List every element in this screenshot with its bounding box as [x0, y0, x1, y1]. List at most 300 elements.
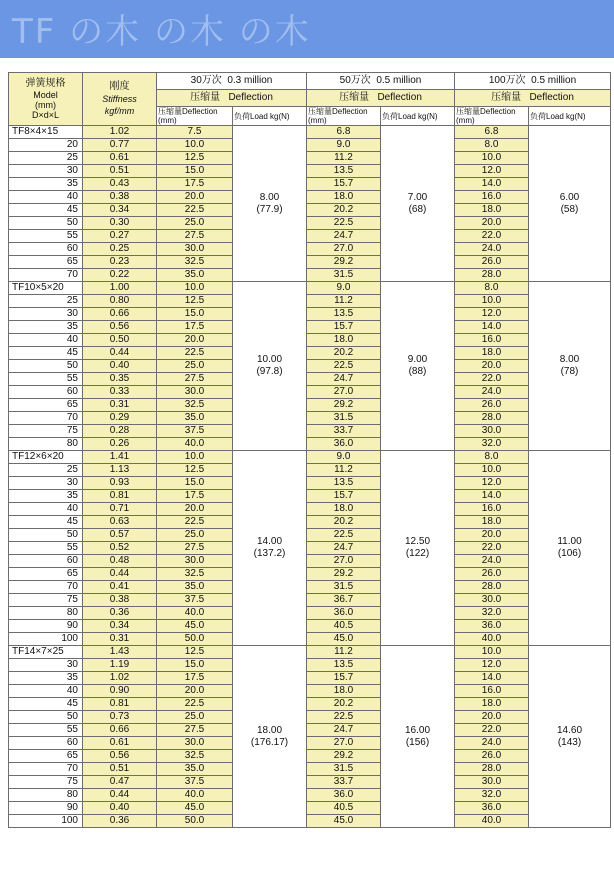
- length-cell: 70: [9, 581, 83, 594]
- table-row: [9, 711, 611, 724]
- load-newton: (78): [560, 366, 579, 377]
- deflection-cell: 30.0: [455, 425, 529, 438]
- table-row: [9, 386, 611, 399]
- group-header-en: 0.5 million: [531, 75, 577, 86]
- deflection-cell: 20.0: [157, 503, 233, 516]
- deflection-cell: 27.5: [157, 230, 233, 243]
- deflection-cell: 25.0: [157, 711, 233, 724]
- deflection-cell: 20.0: [455, 529, 529, 542]
- length-cell: 80: [9, 789, 83, 802]
- table-row: [9, 256, 611, 269]
- deflection-cell: 40.0: [157, 607, 233, 620]
- load-value: 6.00: [559, 191, 580, 203]
- length-cell: 70: [9, 412, 83, 425]
- deflection-cell: 22.5: [157, 516, 233, 529]
- table-row: [9, 594, 611, 607]
- group-header-cn: 30万次: [190, 75, 222, 86]
- deflection-cell: 10.0: [157, 282, 233, 295]
- stiffness-cell: 0.57: [83, 529, 157, 542]
- deflection-cell: 40.5: [307, 802, 381, 815]
- length-cell: 55: [9, 230, 83, 243]
- length-cell: 30: [9, 308, 83, 321]
- load-value: 14.00: [256, 536, 283, 547]
- deflection-cell: 13.5: [307, 477, 381, 490]
- table-row: [9, 191, 611, 204]
- deflection-cell: 14.0: [455, 490, 529, 503]
- table-row: [9, 503, 611, 516]
- stiffness-cell: 0.29: [83, 412, 157, 425]
- deflection-cell: 40.0: [455, 633, 529, 646]
- deflection-cell: 12.0: [455, 308, 529, 321]
- stiffness-cell: 0.51: [83, 763, 157, 776]
- deflection-cell: 33.7: [307, 425, 381, 438]
- deflection-cell: 27.5: [157, 542, 233, 555]
- load-newton: (156): [405, 736, 430, 748]
- deflection-cell: 20.0: [455, 711, 529, 724]
- stiffness-cell: 0.44: [83, 789, 157, 802]
- deflection-cell: 12.5: [157, 646, 233, 659]
- deflection-cell: 10.0: [455, 464, 529, 477]
- deflection-cell: 32.5: [157, 256, 233, 269]
- load-newton: (176.17): [250, 736, 289, 748]
- deflection-cell: 30.0: [455, 776, 529, 789]
- length-cell: 35: [9, 672, 83, 685]
- table-row: [9, 802, 611, 815]
- deflection-cell: 15.7: [307, 672, 381, 685]
- load-newton: (68): [408, 203, 427, 215]
- table-row: [9, 126, 611, 139]
- stiffness-cell: 0.81: [83, 490, 157, 503]
- load-value: 9.00: [407, 354, 428, 365]
- deflection-cell: 20.0: [455, 217, 529, 230]
- table-row: [9, 698, 611, 711]
- load-newton: (77.9): [256, 203, 283, 215]
- deflection-cell: 37.5: [157, 776, 233, 789]
- length-cell: 45: [9, 516, 83, 529]
- table-row: [9, 230, 611, 243]
- deflection-cell: 45.0: [157, 802, 233, 815]
- table-row: [9, 737, 611, 750]
- model-cell: TF8×4×15: [9, 126, 83, 139]
- deflection-cell: 32.5: [157, 750, 233, 763]
- sub-header-load: 负荷Load kg(N): [529, 107, 611, 126]
- length-cell: 20: [9, 139, 83, 152]
- deflection-cell: 27.0: [307, 243, 381, 256]
- stiffness-cell: 0.43: [83, 178, 157, 191]
- length-cell: 75: [9, 594, 83, 607]
- length-cell: 45: [9, 698, 83, 711]
- deflection-cell: 32.5: [157, 399, 233, 412]
- deflection-cell: 22.5: [307, 360, 381, 373]
- deflection-cell: 22.5: [157, 204, 233, 217]
- deflection-cell: 27.0: [307, 555, 381, 568]
- stiffness-cell: 0.63: [83, 516, 157, 529]
- stiffness-cell: 0.73: [83, 711, 157, 724]
- sub-header-deflection: 压缩量Deflection (mm): [157, 107, 233, 126]
- table-row: [9, 763, 611, 776]
- deflection-cell: 26.0: [455, 568, 529, 581]
- table-row: [9, 373, 611, 386]
- length-cell: 35: [9, 178, 83, 191]
- deflection-cell: 18.0: [307, 685, 381, 698]
- stiffness-cell: 0.35: [83, 373, 157, 386]
- deflection-header-en: Deflection: [529, 92, 574, 103]
- deflection-cell: 40.0: [455, 815, 529, 828]
- deflection-cell: 12.0: [455, 165, 529, 178]
- table-row: [9, 542, 611, 555]
- deflection-cell: 10.0: [157, 139, 233, 152]
- length-cell: 75: [9, 425, 83, 438]
- deflection-cell: 26.0: [455, 399, 529, 412]
- length-cell: 60: [9, 386, 83, 399]
- table-row: [9, 347, 611, 360]
- deflection-cell: 30.0: [157, 386, 233, 399]
- stiffness-cell: 0.36: [83, 607, 157, 620]
- deflection-cell: 22.5: [307, 217, 381, 230]
- deflection-cell: 18.0: [307, 503, 381, 516]
- deflection-cell: 29.2: [307, 568, 381, 581]
- stiffness-cell: 0.56: [83, 321, 157, 334]
- deflection-cell: 36.0: [307, 789, 381, 802]
- deflection-cell: 26.0: [455, 750, 529, 763]
- deflection-cell: 12.0: [455, 477, 529, 490]
- load-cell: [529, 646, 611, 828]
- length-cell: 55: [9, 724, 83, 737]
- load-value: 12.50: [404, 536, 431, 547]
- table-row: [9, 529, 611, 542]
- deflection-cell: 22.0: [455, 373, 529, 386]
- model-cell: TF10×5×20: [9, 282, 83, 295]
- deflection-cell: 18.0: [307, 334, 381, 347]
- spring-spec-table: [8, 72, 611, 828]
- length-cell: 75: [9, 776, 83, 789]
- load-cell: [381, 126, 455, 282]
- group-header-1: [157, 73, 307, 90]
- load-value: 18.00: [256, 724, 283, 736]
- stiffness-cell: 0.48: [83, 555, 157, 568]
- table-row: [9, 165, 611, 178]
- deflection-cell: 12.5: [157, 295, 233, 308]
- stiffness-cell: 1.00: [83, 282, 157, 295]
- length-cell: 55: [9, 542, 83, 555]
- length-cell: 40: [9, 685, 83, 698]
- model-cell: TF12×6×20: [9, 451, 83, 464]
- deflection-cell: 16.0: [455, 503, 529, 516]
- deflection-cell: 25.0: [157, 360, 233, 373]
- table-row: [9, 750, 611, 763]
- stiffness-cell: 1.13: [83, 464, 157, 477]
- deflection-cell: 20.2: [307, 698, 381, 711]
- stiffness-cell: 0.26: [83, 438, 157, 451]
- deflection-cell: 8.0: [455, 451, 529, 464]
- stiffness-cell: 1.43: [83, 646, 157, 659]
- stiffness-cell: 0.23: [83, 256, 157, 269]
- deflection-header-1: [157, 90, 307, 107]
- table-row: [9, 789, 611, 802]
- deflection-cell: 13.5: [307, 308, 381, 321]
- load-newton: (122): [405, 548, 430, 559]
- deflection-cell: 28.0: [455, 763, 529, 776]
- table-row: [9, 178, 611, 191]
- deflection-cell: 27.0: [307, 737, 381, 750]
- deflection-cell: 9.0: [307, 139, 381, 152]
- deflection-cell: 45.0: [307, 815, 381, 828]
- length-cell: 30: [9, 659, 83, 672]
- deflection-cell: 22.0: [455, 230, 529, 243]
- deflection-cell: 40.5: [307, 620, 381, 633]
- stiffness-cell: 0.44: [83, 568, 157, 581]
- deflection-cell: 29.2: [307, 256, 381, 269]
- load-cell: [381, 646, 455, 828]
- load-newton: (58): [560, 203, 579, 215]
- deflection-cell: 18.0: [455, 204, 529, 217]
- deflection-cell: 28.0: [455, 412, 529, 425]
- sub-header-deflection: 压缩量Deflection (mm): [455, 107, 529, 126]
- header-stiffness-en: Stiffness: [102, 94, 137, 104]
- deflection-cell: 24.7: [307, 542, 381, 555]
- length-cell: 100: [9, 633, 83, 646]
- load-cell: [233, 451, 307, 646]
- length-cell: 50: [9, 529, 83, 542]
- deflection-cell: 18.0: [455, 516, 529, 529]
- deflection-cell: 10.0: [157, 451, 233, 464]
- deflection-cell: 27.0: [307, 386, 381, 399]
- watermark: TF の木 の木 の木: [12, 12, 311, 52]
- length-cell: 70: [9, 269, 83, 282]
- sub-header-load: 负荷Load kg(N): [233, 107, 307, 126]
- table-row: [9, 581, 611, 594]
- load-cell: [233, 126, 307, 282]
- deflection-cell: 17.5: [157, 672, 233, 685]
- deflection-cell: 29.2: [307, 750, 381, 763]
- length-cell: 40: [9, 191, 83, 204]
- deflection-cell: 32.5: [157, 568, 233, 581]
- deflection-cell: 20.2: [307, 516, 381, 529]
- length-cell: 30: [9, 477, 83, 490]
- deflection-header-3: [455, 90, 611, 107]
- deflection-cell: 36.0: [455, 802, 529, 815]
- length-cell: 40: [9, 334, 83, 347]
- stiffness-cell: 0.38: [83, 191, 157, 204]
- table-row: [9, 672, 611, 685]
- deflection-cell: 26.0: [455, 256, 529, 269]
- stiffness-cell: 0.66: [83, 308, 157, 321]
- header-model-cn: 弹簧规格: [25, 78, 66, 89]
- table-row: [9, 724, 611, 737]
- table-row: [9, 321, 611, 334]
- length-cell: 35: [9, 321, 83, 334]
- deflection-cell: 15.0: [157, 659, 233, 672]
- load-value: 16.00: [404, 724, 431, 736]
- deflection-cell: 12.5: [157, 152, 233, 165]
- deflection-cell: 10.0: [455, 646, 529, 659]
- table-row: [9, 438, 611, 451]
- stiffness-cell: 0.40: [83, 802, 157, 815]
- length-cell: 80: [9, 607, 83, 620]
- stiffness-cell: 0.36: [83, 815, 157, 828]
- deflection-cell: 36.0: [307, 438, 381, 451]
- load-newton: (97.8): [256, 366, 283, 377]
- deflection-cell: 22.0: [455, 542, 529, 555]
- table-row: [9, 399, 611, 412]
- length-cell: 100: [9, 815, 83, 828]
- table-row: [9, 620, 611, 633]
- load-value: 11.00: [557, 536, 582, 547]
- length-cell: 35: [9, 490, 83, 503]
- table-row: [9, 633, 611, 646]
- length-cell: 60: [9, 243, 83, 256]
- table-row: [9, 490, 611, 503]
- stiffness-cell: 0.31: [83, 399, 157, 412]
- stiffness-cell: 0.25: [83, 243, 157, 256]
- load-newton: (143): [557, 736, 582, 748]
- deflection-cell: 22.5: [157, 698, 233, 711]
- deflection-cell: 24.0: [455, 737, 529, 750]
- deflection-cell: 6.8: [455, 126, 529, 139]
- deflection-cell: 11.2: [307, 464, 381, 477]
- deflection-cell: 28.0: [455, 581, 529, 594]
- deflection-cell: 22.0: [455, 724, 529, 737]
- deflection-cell: 24.0: [455, 386, 529, 399]
- stiffness-cell: 0.81: [83, 698, 157, 711]
- deflection-cell: 32.0: [455, 607, 529, 620]
- length-cell: 90: [9, 802, 83, 815]
- deflection-cell: 8.0: [455, 139, 529, 152]
- table-row: [9, 464, 611, 477]
- deflection-cell: 50.0: [157, 815, 233, 828]
- table-row: [9, 607, 611, 620]
- stiffness-cell: 0.34: [83, 204, 157, 217]
- length-cell: 80: [9, 438, 83, 451]
- deflection-cell: 24.7: [307, 230, 381, 243]
- deflection-cell: 24.0: [455, 555, 529, 568]
- stiffness-cell: 0.22: [83, 269, 157, 282]
- stiffness-cell: 0.77: [83, 139, 157, 152]
- table-row: [9, 425, 611, 438]
- deflection-cell: 35.0: [157, 412, 233, 425]
- deflection-cell: 40.0: [157, 438, 233, 451]
- header-stiffness-cn: 刚度: [109, 81, 130, 92]
- deflection-cell: 13.5: [307, 165, 381, 178]
- stiffness-cell: 0.33: [83, 386, 157, 399]
- load-value: 7.00: [407, 191, 428, 203]
- load-cell: [381, 282, 455, 451]
- deflection-cell: 10.0: [455, 152, 529, 165]
- load-value: 8.00: [259, 191, 280, 203]
- deflection-cell: 22.5: [157, 347, 233, 360]
- deflection-cell: 36.0: [455, 620, 529, 633]
- deflection-cell: 36.0: [307, 607, 381, 620]
- stiffness-cell: 0.38: [83, 594, 157, 607]
- stiffness-cell: 0.56: [83, 750, 157, 763]
- table-row: [9, 815, 611, 828]
- length-cell: 60: [9, 737, 83, 750]
- deflection-cell: 28.0: [455, 269, 529, 282]
- deflection-header-cn: 压缩量: [491, 92, 522, 103]
- table-row: [9, 243, 611, 256]
- deflection-cell: 35.0: [157, 581, 233, 594]
- deflection-cell: 36.7: [307, 594, 381, 607]
- stiffness-cell: 0.71: [83, 503, 157, 516]
- table-row: [9, 334, 611, 347]
- deflection-cell: 37.5: [157, 594, 233, 607]
- deflection-cell: 9.0: [307, 451, 381, 464]
- stiffness-cell: 0.30: [83, 217, 157, 230]
- load-newton: (106): [557, 548, 582, 559]
- stiffness-cell: 0.44: [83, 347, 157, 360]
- load-newton: (88): [408, 366, 427, 377]
- group-header-3: [455, 73, 611, 90]
- deflection-cell: 24.7: [307, 724, 381, 737]
- deflection-cell: 11.2: [307, 295, 381, 308]
- deflection-cell: 45.0: [307, 633, 381, 646]
- stiffness-cell: 0.90: [83, 685, 157, 698]
- deflection-cell: 15.0: [157, 165, 233, 178]
- table-row: [9, 360, 611, 373]
- load-cell: [529, 451, 611, 646]
- stiffness-cell: 1.41: [83, 451, 157, 464]
- deflection-cell: 14.0: [455, 321, 529, 334]
- table-row: [9, 412, 611, 425]
- deflection-cell: 14.0: [455, 178, 529, 191]
- deflection-cell: 25.0: [157, 529, 233, 542]
- group-header-2: [307, 73, 455, 90]
- deflection-cell: 40.0: [157, 789, 233, 802]
- deflection-cell: 29.2: [307, 399, 381, 412]
- stiffness-cell: 0.61: [83, 152, 157, 165]
- header-stiffness: [83, 73, 157, 126]
- deflection-cell: 32.0: [455, 438, 529, 451]
- table-row: [9, 555, 611, 568]
- stiffness-cell: 0.41: [83, 581, 157, 594]
- load-value: 14.60: [556, 724, 583, 736]
- length-cell: 50: [9, 711, 83, 724]
- stiffness-cell: 0.50: [83, 334, 157, 347]
- load-value: 10.00: [256, 354, 283, 365]
- table-row: [9, 646, 611, 659]
- load-value: 8.00: [559, 354, 580, 365]
- group-header-en: 0.5 million: [376, 75, 422, 86]
- deflection-cell: 14.0: [455, 672, 529, 685]
- deflection-cell: 32.0: [455, 789, 529, 802]
- deflection-cell: 20.0: [455, 360, 529, 373]
- stiffness-cell: 0.93: [83, 477, 157, 490]
- length-cell: 30: [9, 165, 83, 178]
- deflection-cell: 30.0: [157, 243, 233, 256]
- table-row: [9, 204, 611, 217]
- deflection-cell: 27.5: [157, 373, 233, 386]
- length-cell: 45: [9, 347, 83, 360]
- deflection-cell: 11.2: [307, 646, 381, 659]
- deflection-cell: 50.0: [157, 633, 233, 646]
- deflection-cell: 11.2: [307, 152, 381, 165]
- deflection-cell: 8.0: [455, 282, 529, 295]
- stiffness-cell: 0.34: [83, 620, 157, 633]
- deflection-cell: 18.0: [307, 191, 381, 204]
- table-row: [9, 308, 611, 321]
- deflection-cell: 30.0: [157, 555, 233, 568]
- deflection-cell: 45.0: [157, 620, 233, 633]
- length-cell: 60: [9, 555, 83, 568]
- table-row: [9, 295, 611, 308]
- deflection-cell: 15.0: [157, 308, 233, 321]
- deflection-cell: 31.5: [307, 581, 381, 594]
- length-cell: 65: [9, 256, 83, 269]
- deflection-cell: 30.0: [157, 737, 233, 750]
- deflection-cell: 18.0: [455, 698, 529, 711]
- load-cell: [381, 451, 455, 646]
- deflection-cell: 10.0: [455, 295, 529, 308]
